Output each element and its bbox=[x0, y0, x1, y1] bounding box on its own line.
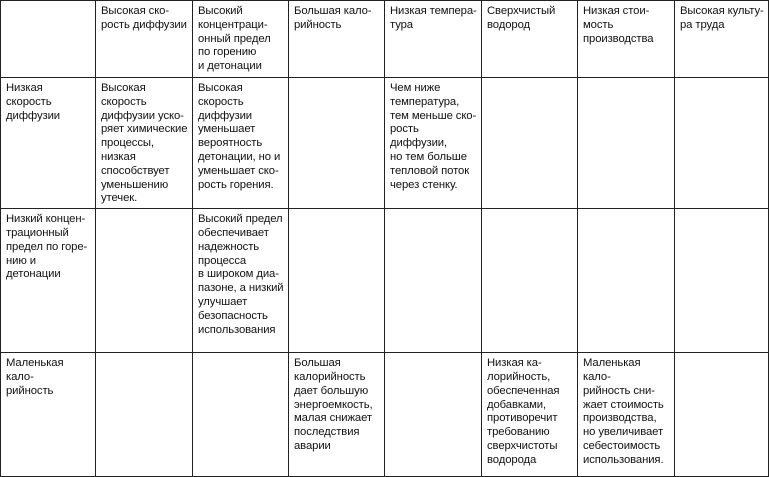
table-cell: Высокая скорость диффузии уменьшает вероятность детонации, но и уменьшает ско- рость горения. bbox=[193, 78, 289, 209]
table-cell bbox=[96, 209, 193, 353]
table-cell bbox=[193, 353, 289, 477]
column-header: Сверхчистый водород bbox=[482, 1, 578, 78]
table-cell: Низкая ка- лорийность, обеспеченная добавками, противоречит требованию сверхчистоты водорода bbox=[482, 353, 578, 477]
column-header: Высокий концентраци- онный предел по горению и детонации bbox=[193, 1, 289, 78]
table-cell bbox=[675, 209, 769, 353]
table-cell: Высокий предел обеспечивает надежность процесса в широком диа- пазоне, а низкий улучшает безопасность использования bbox=[193, 209, 289, 353]
table-cell bbox=[385, 209, 482, 353]
row-header: Низкая скорость диффузии bbox=[1, 78, 96, 209]
table-cell: Большая калорийность дает большую энергоемкость, малая снижает последствия аварии bbox=[289, 353, 385, 477]
table-cell: Чем ниже температура, тем меньше ско- рость диффузии, но тем больше тепловой поток через стенку. bbox=[385, 78, 482, 209]
table-cell bbox=[385, 353, 482, 477]
column-header: Низкая стои- мость производства bbox=[578, 1, 675, 78]
table-cell bbox=[482, 209, 578, 353]
table-row bbox=[1, 78, 769, 209]
table-row bbox=[1, 209, 769, 353]
table-cell bbox=[289, 209, 385, 353]
table-cell bbox=[482, 78, 578, 209]
table-cell bbox=[96, 353, 193, 477]
table-row bbox=[1, 353, 769, 477]
column-header: Высокая культу- ра труда bbox=[675, 1, 769, 78]
table-cell bbox=[675, 78, 769, 209]
column-header: Высокая ско- рость диффузии bbox=[96, 1, 193, 78]
table-cell bbox=[578, 78, 675, 209]
table-cell: Маленькая кало- рийность сни- жает стоимость производства, но увеличивает себестоимость использования. bbox=[578, 353, 675, 477]
corner-cell bbox=[1, 1, 96, 78]
table-cell bbox=[578, 209, 675, 353]
column-header: Низкая темпера- тура bbox=[385, 1, 482, 78]
header-row bbox=[1, 1, 769, 78]
table-cell: Высокая скорость диффузии уско- ряет химические процессы, низкая способствует уменьшению утечек. bbox=[96, 78, 193, 209]
row-header: Маленькая кало- рийность bbox=[1, 353, 96, 477]
column-header: Большая кало- рийность bbox=[289, 1, 385, 78]
table-cell bbox=[289, 78, 385, 209]
row-header: Низкий концен- трационный предел по горе- нию и детонации bbox=[1, 209, 96, 353]
table-cell bbox=[675, 353, 769, 477]
